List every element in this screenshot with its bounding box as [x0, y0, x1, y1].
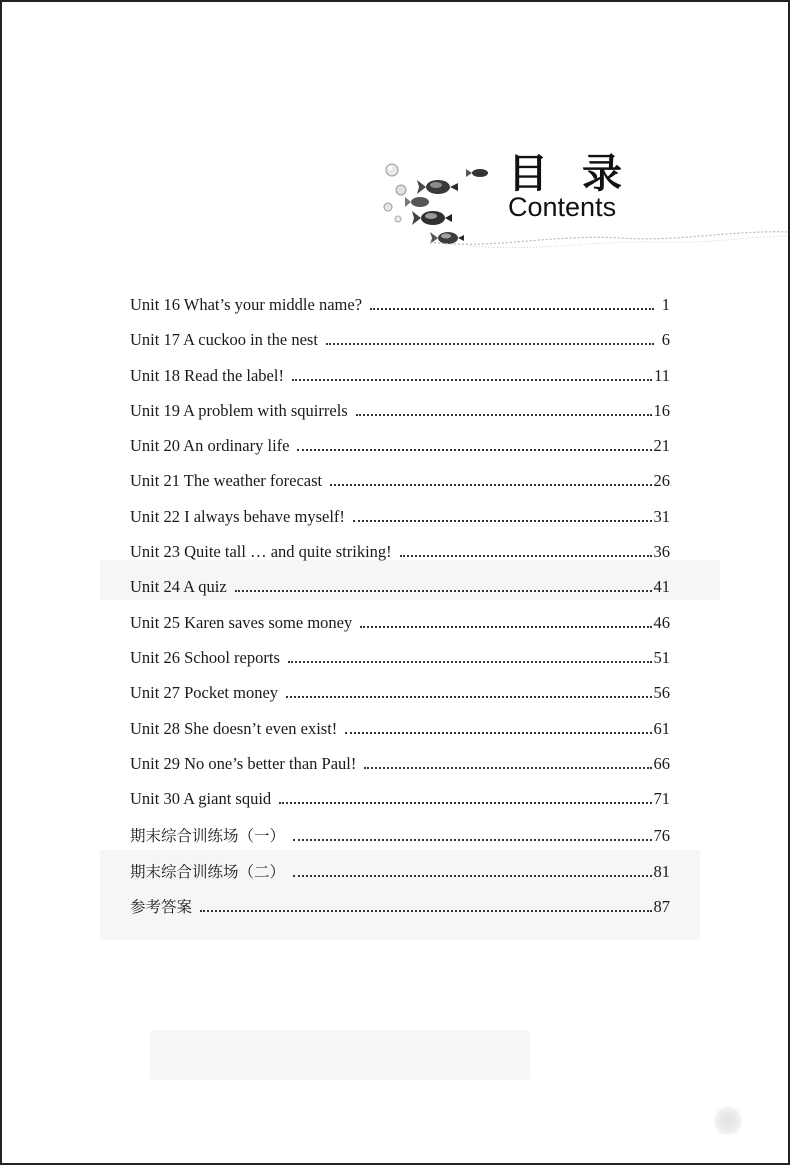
toc-entry[interactable] — [130, 577, 670, 612]
toc-entry-title: Unit 23 Quite tall … and quite striking! — [130, 542, 392, 562]
toc-entry[interactable] — [130, 683, 670, 718]
toc-entry-title: Unit 27 Pocket money — [130, 683, 279, 703]
toc-dot-leader — [400, 555, 652, 557]
toc-dot-leader — [293, 839, 651, 841]
toc-dot-leader — [293, 875, 651, 877]
bubble-icon — [395, 216, 401, 222]
toc-entry-title: Unit 30 A giant squid — [130, 789, 272, 809]
toc-entry-title: Unit 16 What’s your middle name? — [130, 295, 363, 314]
toc-entry-page-number: 31 — [653, 506, 670, 526]
toc-entry-title: Unit 20 An ordinary life — [130, 436, 290, 456]
toc-entry[interactable] — [130, 436, 670, 471]
toc-entry-page-number: 66 — [653, 753, 670, 773]
toc-entry-title: Unit 19 A problem with squirrels — [130, 400, 348, 420]
toc-entry-title: Unit 21 The weather forecast — [130, 471, 323, 491]
bubble-icon — [388, 166, 392, 170]
toc-entry-title: Unit 18 Read the label! — [130, 365, 284, 385]
toc-dot-leader — [345, 732, 651, 734]
fish-icon — [405, 197, 429, 207]
toc-dot-leader — [364, 767, 651, 769]
toc-entry[interactable] — [130, 471, 670, 506]
toc-entry-page-number: 6 — [661, 330, 670, 350]
toc-entry-page-number: 56 — [653, 683, 670, 703]
toc-entry[interactable] — [130, 507, 670, 542]
toc-dot-leader — [356, 414, 652, 416]
toc-entry[interactable] — [130, 613, 670, 648]
page-title-chinese: 目录 — [508, 151, 656, 197]
toc-entry[interactable] — [130, 295, 670, 330]
toc-entry-page-number: 46 — [653, 612, 670, 632]
toc-dot-leader — [200, 910, 651, 912]
toc-dot-leader — [286, 696, 651, 698]
toc-entry-title: Unit 25 Karen saves some money — [130, 612, 353, 632]
toc-entry-page-number: 11 — [654, 365, 670, 385]
toc-entry-title: Unit 24 A quiz — [130, 577, 227, 597]
toc-entry[interactable] — [130, 754, 670, 789]
toc-entry-title: Unit 26 School reports — [130, 647, 280, 667]
toc-dot-leader — [235, 590, 652, 592]
toc-entry-page-number: 71 — [653, 789, 670, 809]
toc-dot-leader — [297, 449, 651, 451]
bleed-through-shadow — [150, 1030, 530, 1080]
toc-entry[interactable] — [130, 719, 670, 754]
fish-icon — [417, 180, 458, 194]
bubble-icon — [384, 203, 392, 211]
toc-entry[interactable] — [130, 542, 670, 577]
bubble-icon — [396, 185, 406, 195]
toc-entry-title: Unit 29 No one’s better than Paul! — [130, 753, 357, 773]
toc-entry-page-number: 1 — [661, 295, 670, 314]
toc-entry[interactable] — [130, 366, 670, 401]
toc-entry-page-number: 36 — [653, 542, 670, 562]
toc-entry[interactable] — [130, 895, 670, 930]
toc-entry-title: Unit 28 She doesn’t even exist! — [130, 718, 338, 738]
toc-dot-leader — [330, 484, 651, 486]
toc-entry-title: Unit 22 I always behave myself! — [130, 506, 345, 526]
toc-entry-title: Unit 17 A cuckoo in the nest — [130, 330, 318, 350]
toc-dot-leader — [353, 520, 652, 522]
toc-entry-title: 参考答案 — [130, 898, 193, 917]
toc-entry[interactable] — [130, 824, 670, 859]
toc-entry-page-number: 26 — [653, 471, 670, 491]
wave-line-icon — [430, 220, 790, 250]
toc-entry[interactable] — [130, 648, 670, 683]
toc-dot-leader — [279, 802, 651, 804]
toc-entry-page-number: 51 — [653, 647, 670, 667]
toc-entry-title: 期末综合训练场（一） — [130, 827, 286, 846]
toc-entry-page-number: 76 — [653, 826, 670, 846]
contents-header — [370, 150, 790, 260]
toc-dot-leader — [360, 626, 651, 628]
bubble-icon — [386, 164, 398, 176]
toc-entry[interactable] — [130, 789, 670, 824]
toc-entry[interactable] — [130, 860, 670, 895]
corner-stamp-icon — [714, 1107, 742, 1135]
toc-entry-page-number: 21 — [653, 436, 670, 456]
toc-entry-page-number: 41 — [653, 577, 670, 597]
table-of-contents — [130, 295, 670, 930]
toc-entry[interactable] — [130, 401, 670, 436]
toc-entry[interactable] — [130, 330, 670, 365]
toc-entry-page-number: 16 — [653, 400, 670, 420]
toc-dot-leader — [288, 661, 652, 663]
toc-dot-leader — [326, 343, 654, 345]
toc-entry-page-number: 81 — [653, 861, 670, 881]
fish-icon — [466, 169, 488, 177]
toc-dot-leader — [292, 379, 652, 381]
toc-dot-leader — [370, 308, 654, 310]
page-title-english: Contents — [508, 192, 617, 222]
toc-entry-page-number: 87 — [653, 897, 670, 917]
toc-entry-title: 期末综合训练场（二） — [130, 862, 286, 881]
toc-entry-page-number: 61 — [653, 718, 670, 738]
